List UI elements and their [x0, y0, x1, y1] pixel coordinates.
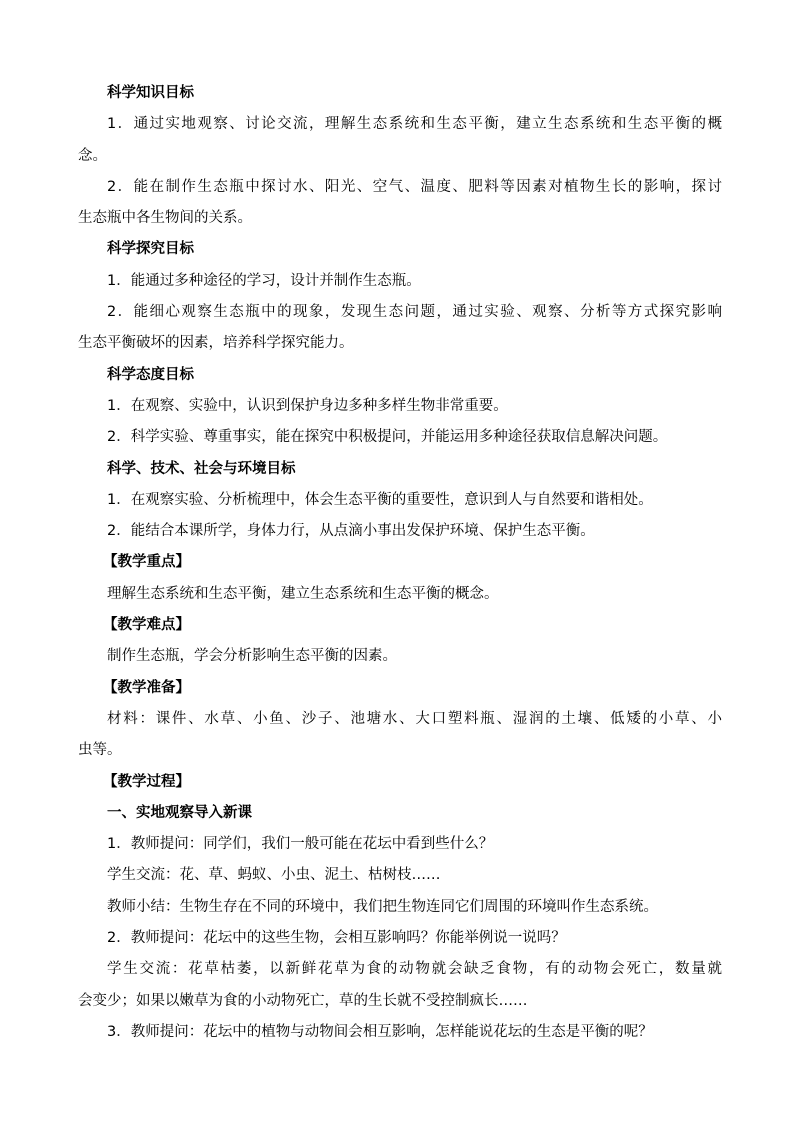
paragraph-knowledge-1: 1．通过实地观察、讨论交流，理解生态系统和生态平衡，建立生态系统和生态平衡的概 — [107, 116, 722, 133]
paragraph-summary-1: 教师小结：生物生存在不同的环境中，我们把生物连同它们周围的环境叫作生态系统。 — [107, 898, 658, 915]
heading-knowledge-goal: 科学知识目标 — [107, 85, 194, 101]
paragraph-knowledge-2-cont: 生态瓶中各生物间的关系。 — [78, 210, 252, 227]
paragraph-answer-2-cont: 会变少；如果以嫩草为食的小动物死亡，草的生长就不受控制疯长…… — [78, 992, 528, 1009]
paragraph-question-3: 3．教师提问：花坛中的植物与动物间会相互影响，怎样能说花坛的生态是平衡的呢？ — [107, 1023, 653, 1040]
heading-inquiry-goal: 科学探究目标 — [107, 241, 194, 258]
paragraph-attitude-1: 1．在观察、实验中，认识到保护身边多种多样生物非常重要。 — [107, 397, 508, 414]
paragraph-teaching-key: 理解生态系统和生态平衡，建立生态系统和生态平衡的概念。 — [107, 585, 499, 602]
paragraph-teaching-prep-cont: 虫等。 — [78, 742, 122, 759]
paragraph-knowledge-2: 2．能在制作生态瓶中探讨水、阳光、空气、温度、肥料等因素对植物生长的影响，探讨 — [107, 178, 722, 195]
paragraph-answer-1: 学生交流：花、草、蚂蚁、小虫、泥土、枯树枝…… — [107, 867, 441, 884]
paragraph-question-2: 2．教师提问：花坛中的这些生物，会相互影响吗？你能举例说一说吗？ — [107, 930, 566, 947]
paragraph-inquiry-1: 1．能通过多种途径的学习，设计并制作生态瓶。 — [107, 272, 421, 289]
heading-teaching-difficulty: 【教学难点】 — [103, 617, 190, 634]
heading-teaching-key: 【教学重点】 — [103, 554, 190, 571]
paragraph-inquiry-2-cont: 生态平衡破坏的因素，培养科学探究能力。 — [78, 335, 354, 352]
paragraph-teaching-difficulty: 制作生态瓶，学会分析影响生态平衡的因素。 — [107, 648, 397, 665]
heading-attitude-goal: 科学态度目标 — [107, 366, 194, 383]
heading-teaching-prep: 【教学准备】 — [103, 679, 190, 696]
heading-sts-goal: 科学、技术、社会与环境目标 — [107, 460, 296, 477]
heading-part-1: 一、实地观察导入新课 — [107, 804, 252, 821]
heading-teaching-process: 【教学过程】 — [103, 773, 190, 790]
paragraph-knowledge-1-cont: 念。 — [78, 147, 107, 164]
paragraph-question-1: 1．教师提问：同学们，我们一般可能在花坛中看到些什么？ — [107, 836, 494, 853]
paragraph-inquiry-2: 2．能细心观察生态瓶中的现象，发现生态问题，通过实验、观察、分析等方式探究影响 — [107, 304, 722, 321]
paragraph-attitude-2: 2．科学实验、尊重事实，能在探究中积极提问，并能运用多种途径获取信息解决问题。 — [107, 429, 668, 446]
paragraph-sts-2: 2．能结合本课所学，身体力行，从点滴小事出发保护环境、保护生态平衡。 — [107, 523, 595, 540]
paragraph-sts-1: 1．在观察实验、分析梳理中，体会生态平衡的重要性，意识到人与自然要和谐相处。 — [107, 491, 653, 508]
paragraph-answer-2: 学生交流：花草枯萎，以新鲜花草为食的动物就会缺乏食物，有的动物会死亡，数量就 — [107, 961, 722, 978]
document-page — [78, 78, 722, 1048]
paragraph-teaching-prep: 材料：课件、水草、小鱼、沙子、池塘水、大口塑料瓶、湿润的土壤、低矮的小草、小 — [107, 710, 722, 727]
